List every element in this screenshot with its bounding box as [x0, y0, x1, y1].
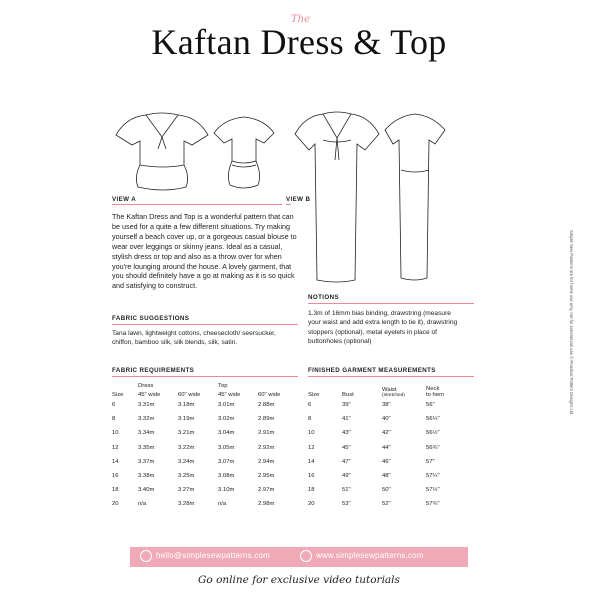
- copyright-note: Simple Sew Patterns are for home use only, not for commercial use © Practical Pattern Designs Ltd: [569, 230, 574, 415]
- intro-paragraph: The Kaftan Dress and Top is a wonderful pattern that can be used for a quite a few different situations. Try making yourself a beach cover up, or a gorgeous casual blouse to wear over leggings or skinny jeans. Ideal as a casual, stylish dress or top and also as a throw over for when you're lounging around the house. A lovely garment, that you should definitely have a go at making as it is so quick and satisfying to construct.: [112, 212, 297, 291]
- column-header: Size: [112, 392, 124, 398]
- footer-email[interactable]: hello@simplesewpatterns.com: [156, 551, 271, 560]
- garment-measurements-table: [308, 380, 474, 512]
- view-a-rule: [112, 204, 282, 205]
- table-cell: 48": [382, 473, 391, 480]
- table-cell: 14: [112, 458, 119, 465]
- notions-heading: NOTIONS: [308, 294, 339, 301]
- view-b-illustration: [289, 110, 459, 285]
- table-row: [308, 426, 474, 440]
- table-cell: 57¾": [426, 501, 440, 508]
- table-row: [112, 441, 298, 455]
- column-header-waist: Waist (stretched): [382, 387, 405, 398]
- table-cell: 38": [382, 402, 391, 409]
- column-header: 60" wide: [178, 392, 201, 398]
- table-cell: 20: [308, 501, 315, 508]
- table-cell: 56¾": [426, 444, 440, 451]
- table-cell: 3.04m: [218, 430, 235, 437]
- fabric-suggestions-heading: FABRIC SUGGESTIONS: [112, 315, 190, 322]
- table-cell: 2.98m: [258, 501, 275, 508]
- table-cell: 40": [382, 416, 391, 423]
- table-cell: 20: [112, 501, 119, 508]
- view-a-illustration: [104, 105, 284, 195]
- table-cell: 46": [382, 458, 391, 465]
- table-cell: 3.07m: [218, 458, 235, 465]
- table-cell: 53": [342, 501, 351, 508]
- column-header: 60" wide: [258, 392, 281, 398]
- table-cell: 3.25m: [178, 473, 195, 480]
- table-cell: 42": [382, 430, 391, 437]
- table-cell: 18: [308, 487, 315, 494]
- table-cell: 50": [382, 487, 391, 494]
- table-cell: 51": [342, 487, 351, 494]
- table-row: [112, 398, 298, 412]
- table-cell: 3.05m: [218, 444, 235, 451]
- table-cell: 45": [342, 444, 351, 451]
- notions-rule: [308, 303, 474, 304]
- garment-measurements-heading: FINISHED GARMENT MEASUREMENTS: [308, 367, 436, 374]
- table-cell: 3.08m: [218, 473, 235, 480]
- table-cell: 12: [308, 444, 315, 451]
- column-header: 45" wide: [218, 392, 241, 398]
- footer-website[interactable]: www.simplesewpatterns.com: [316, 551, 424, 560]
- table-cell: 2.89m: [258, 416, 275, 423]
- table-row: [308, 398, 474, 412]
- table-row: [308, 441, 474, 455]
- table-row: [112, 483, 298, 497]
- notions-text: 1.3m of 16mm bias binding, drawstring (measure your waist and add extra length to tie it), drawstring stoppers (optional), metal eyelets in place of buttonholes (optional): [308, 310, 458, 346]
- table-cell: 3.18m: [178, 402, 195, 409]
- table-cell: 57¼": [426, 473, 440, 480]
- column-header: Bust: [342, 392, 354, 398]
- table-cell: 18: [112, 487, 119, 494]
- table-row: [308, 483, 474, 497]
- table-cell: 57": [426, 458, 435, 465]
- fabric-requirements-heading: FABRIC REQUIREMENTS: [112, 367, 195, 374]
- group-dress: Dress: [138, 383, 154, 389]
- fabric-requirements-table: [112, 380, 298, 512]
- table-cell: 49": [342, 473, 351, 480]
- table-cell: 3.38m: [138, 473, 155, 480]
- group-top: Top: [218, 383, 228, 389]
- footer-tagline: Go online for exclusive video tutorials: [198, 574, 400, 586]
- table-cell: 12: [112, 444, 119, 451]
- table-cell: 3.37m: [138, 458, 155, 465]
- table-cell: 3.21m: [178, 430, 195, 437]
- fabric-suggestions-text: Tana lawn, lightweight cottons, cheesecloth/ seersucker, chiffon, bamboo silk, silk blends, silk, satin.: [112, 330, 276, 347]
- table-cell: 2.95m: [258, 473, 275, 480]
- table-cell: 2.92m: [258, 444, 275, 451]
- table-row: [308, 469, 474, 483]
- view-b-rule: [286, 204, 291, 205]
- table-row: [112, 497, 298, 511]
- fabric-suggestions-rule: [112, 324, 298, 325]
- table-cell: 44": [382, 444, 391, 451]
- view-b-label: VIEW B: [286, 196, 311, 203]
- table-cell: 56¼": [426, 416, 440, 423]
- garment-measurements-rule: [308, 376, 474, 377]
- table-cell: 2.94m: [258, 458, 275, 465]
- table-cell: 57½": [426, 487, 440, 494]
- column-header: 45" wide: [138, 392, 161, 398]
- table-cell: n/a: [138, 501, 147, 508]
- table-cell: 16: [112, 473, 119, 480]
- table-cell: 56½": [426, 430, 440, 437]
- table-cell: 3.22m: [178, 444, 195, 451]
- table-row: [112, 412, 298, 426]
- page-title: Kaftan Dress & Top: [151, 22, 447, 62]
- table-cell: 10: [112, 430, 119, 437]
- table-cell: 2.91m: [258, 430, 275, 437]
- table-cell: 3.27m: [178, 487, 195, 494]
- table-cell: 3.40m: [138, 487, 155, 494]
- view-a-label: VIEW A: [112, 196, 137, 203]
- fabric-requirements-rule: [112, 376, 298, 377]
- table-cell: 3.24m: [178, 458, 195, 465]
- table-row: [112, 455, 298, 469]
- globe-icon: [300, 550, 312, 562]
- table-row: [112, 469, 298, 483]
- table-cell: 3.28m: [178, 501, 195, 508]
- table-row: [308, 455, 474, 469]
- table-cell: 8: [308, 416, 312, 423]
- table-cell: 3.19m: [178, 416, 195, 423]
- table-cell: 2.88m: [258, 402, 275, 409]
- table-cell: 6: [308, 402, 312, 409]
- table-cell: 47": [342, 458, 351, 465]
- table-cell: 2.97m: [258, 487, 275, 494]
- table-cell: 52": [382, 501, 391, 508]
- pattern-sheet: [94, 0, 574, 600]
- table-cell: 3.32m: [138, 416, 155, 423]
- table-cell: 3.35m: [138, 444, 155, 451]
- table-row: [308, 497, 474, 511]
- table-row: [308, 412, 474, 426]
- table-cell: 3.31m: [138, 402, 155, 409]
- table-cell: 41": [342, 416, 351, 423]
- column-header: Size: [308, 392, 320, 398]
- table-cell: 56": [426, 402, 435, 409]
- table-row: [112, 426, 298, 440]
- table-cell: 3.02m: [218, 416, 235, 423]
- table-cell: 14: [308, 458, 315, 465]
- table-cell: 3.10m: [218, 487, 235, 494]
- footer-bar: [130, 547, 468, 567]
- table-cell: n/a: [218, 501, 227, 508]
- table-cell: 8: [112, 416, 116, 423]
- table-cell: 10: [308, 430, 315, 437]
- table-cell: 3.34m: [138, 430, 155, 437]
- table-cell: 6: [112, 402, 116, 409]
- table-cell: 39": [342, 402, 351, 409]
- table-cell: 43": [342, 430, 351, 437]
- email-icon: [140, 550, 152, 562]
- table-cell: 16: [308, 473, 315, 480]
- script-the: The: [291, 14, 311, 25]
- table-cell: 3.01m: [218, 402, 235, 409]
- column-header-neck: Neck to hem: [426, 386, 445, 398]
